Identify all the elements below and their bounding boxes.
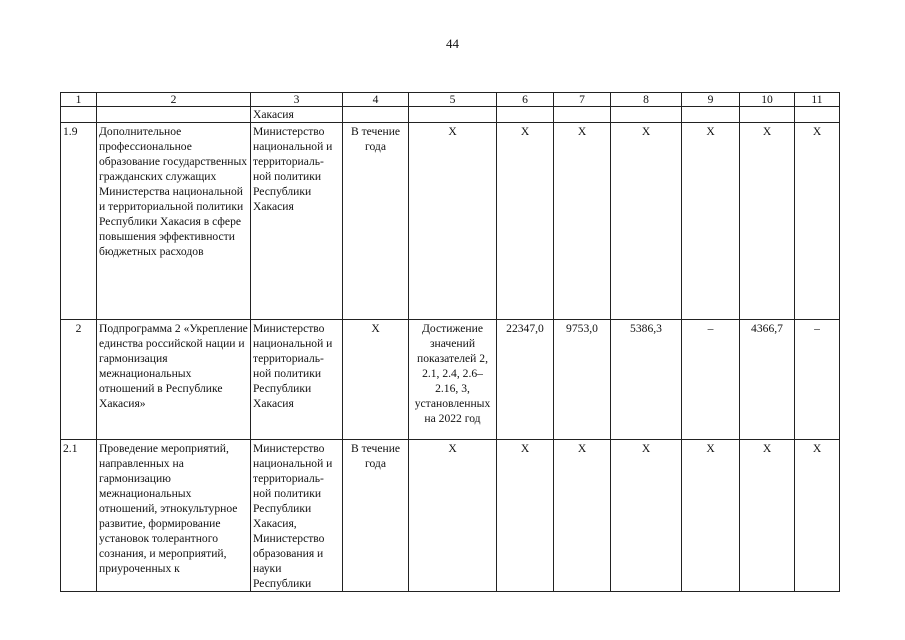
value-cell: Х [795,123,840,320]
value-cell: Х [682,123,740,320]
value-cell: Х [554,123,611,320]
continuation-row [61,107,840,123]
value-cell: 9753,0 [554,320,611,440]
value-cell: Х [497,440,554,592]
value-cell: Х [497,123,554,320]
column-number-row [61,93,840,107]
value-cell: 4366,7 [740,320,795,440]
table-row [61,320,840,440]
column-header: 4 [343,93,409,107]
program-table [60,92,840,592]
value-cell: Х [611,123,682,320]
result-cell: Достижение значений показателей 2, 2.1, 2.4, 2.6–2.16, 3, установленных на 2022 год [409,320,497,440]
term-cell: Х [343,320,409,440]
table-row [61,440,840,592]
column-header: 8 [611,93,682,107]
page-number: 44 [446,36,459,51]
row-number: 2 [61,320,97,440]
value-cell: Х [611,440,682,592]
result-cell: Х [409,440,497,592]
executor-cell: Министерство национальной и территориаль-ной политики Республики Хакасия [251,123,343,320]
column-header: 9 [682,93,740,107]
value-cell: Х [682,440,740,592]
value-cell: – [682,320,740,440]
value-cell: Х [740,123,795,320]
term-cell: В течение года [343,440,409,592]
executor-cell: Министерство национальной и территориаль-ной политики Республики Хакасия [251,320,343,440]
column-header: 3 [251,93,343,107]
column-header: 1 [61,93,97,107]
value-cell: 5386,3 [611,320,682,440]
column-header: 2 [97,93,251,107]
column-header: 10 [740,93,795,107]
column-header: 6 [497,93,554,107]
measure-name: Дополнительное профессиональное образование государственных гражданских служащих Министерства национальной и территориальной политики Республики Хакасия в сфере повышения эффективности бюджетных расходов [97,123,251,320]
value-cell: Х [554,440,611,592]
executor-cell: Министерство национальной и территориаль-ной политики Республики Хакасия, Министерство образования и науки Республики [251,440,343,592]
column-header: 5 [409,93,497,107]
value-cell: Х [740,440,795,592]
measure-name: Проведение мероприятий, направленных на гармонизацию межнациональных отношений, этнокультурное развитие, формирование установок толерантного сознания, и мероприятий, приуроченных к [97,440,251,592]
term-cell: В течение года [343,123,409,320]
result-cell: Х [409,123,497,320]
executor-cell: Хакасия [251,107,343,123]
row-number: 1.9 [61,123,97,320]
value-cell: – [795,320,840,440]
column-header: 7 [554,93,611,107]
value-cell: 22347,0 [497,320,554,440]
value-cell: Х [795,440,840,592]
measure-name: Подпрограмма 2 «Укрепление единства российской нации и гармонизация межнациональных отношений в Республике Хакасия» [97,320,251,440]
column-header: 11 [795,93,840,107]
row-number: 2.1 [61,440,97,592]
table-row [61,123,840,320]
